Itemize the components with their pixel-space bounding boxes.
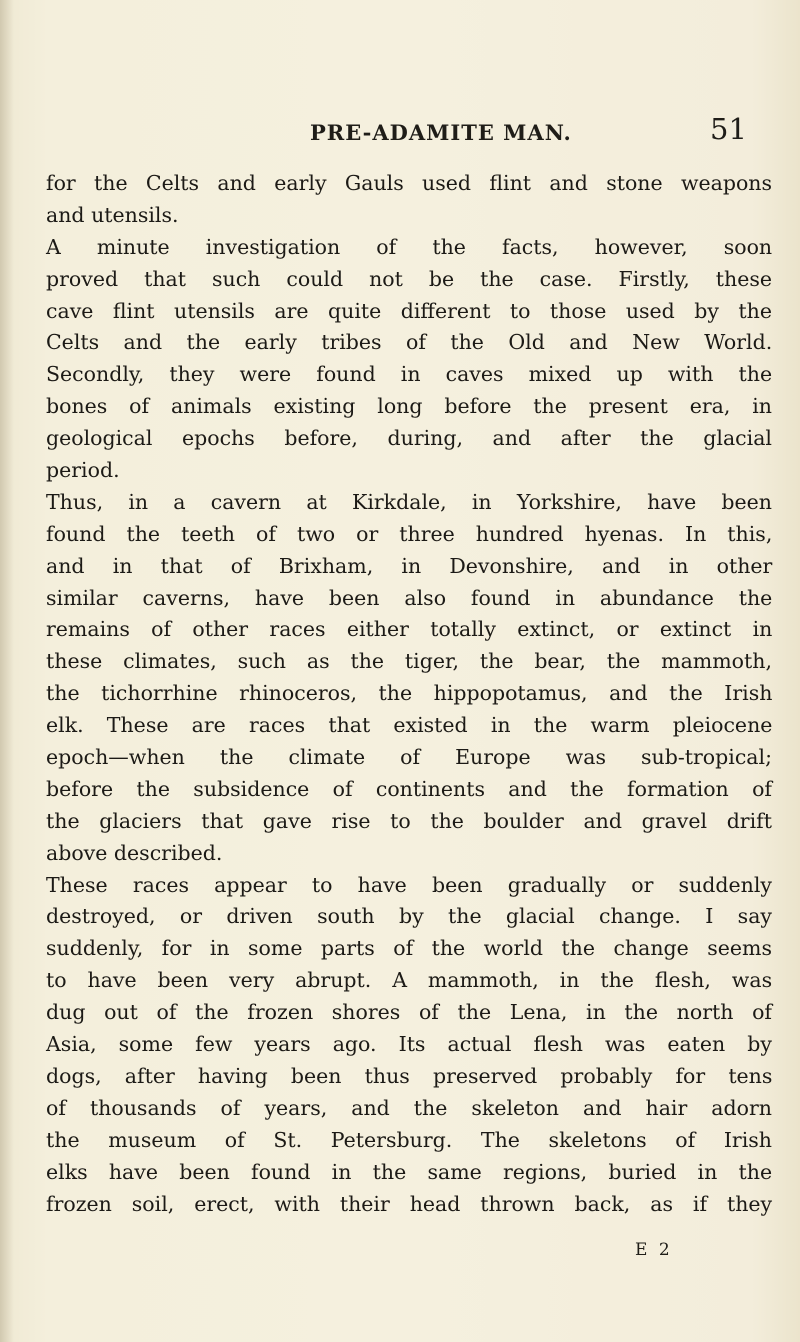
text-line: to have been very abrupt. A mammoth, in the flesh, was xyxy=(46,968,773,993)
text-line: elk. These are races that existed in the warm pleiocene xyxy=(46,713,773,738)
running-head xyxy=(0,112,800,152)
signature-mark: E 2 xyxy=(635,1240,673,1260)
gutter-shadow xyxy=(0,0,14,1342)
text-line: geological epochs before, during, and after the glacial xyxy=(46,426,772,451)
text-line: cave flint utensils are quite different to those used by the xyxy=(46,298,772,323)
text-line: A minute investigation of the facts, however, soon xyxy=(46,234,773,259)
text-line: Secondly, they were found in caves mixed up with the xyxy=(46,362,773,387)
text-line: of thousands of years, and the skeleton and hair adorn xyxy=(46,1095,772,1120)
text-line: Thus, in a cavern at Kirkdale, in Yorkshire, have been xyxy=(46,489,772,514)
text-line: elks have been found in the same regions, buried in the xyxy=(46,1159,773,1184)
text-line: and in that of Brixham, in Devonshire, and in other xyxy=(46,553,773,578)
text-line: the tichorrhine rhinoceros, the hippopotamus, and the Irish xyxy=(46,681,773,706)
text-line: these climates, such as the tiger, the bear, the mammoth, xyxy=(46,649,772,674)
text-line: similar caverns, have been also found in abundance the xyxy=(46,585,773,610)
text-line: before the subsidence of continents and the formation of xyxy=(46,776,772,801)
body-text xyxy=(46,168,772,1220)
text-line: epoch—when the climate of Europe was sub-tropical; xyxy=(46,745,772,770)
text-line: proved that such could not be the case. Firstly, these xyxy=(46,266,772,291)
text-line: for the Celts and early Gauls used flint and stone weapons xyxy=(46,171,773,195)
text-line: period. xyxy=(46,458,120,483)
text-line: found the teeth of two or three hundred hyenas. In this, xyxy=(46,521,773,546)
text-line: bones of animals existing long before the present era, in xyxy=(46,394,772,419)
text-line: frozen soil, erect, with their head thrown back, as if they xyxy=(46,1191,773,1216)
page-number: 51 xyxy=(710,112,747,146)
running-title: PRE-ADAMITE MAN. xyxy=(310,120,572,145)
text-line: destroyed, or driven south by the glacial change. I say xyxy=(46,904,772,929)
text-line: Asia, some few years ago. Its actual flesh was eaten by xyxy=(46,1032,772,1057)
text-line: suddenly, for in some parts of the world the change seems xyxy=(46,936,772,961)
text-line: above described. xyxy=(46,840,223,865)
text-line: the museum of St. Petersburg. The skeletons of Irish xyxy=(46,1127,773,1152)
text-line: dug out of the frozen shores of the Lena, in the north of xyxy=(46,1000,772,1025)
text-line: remains of other races either totally extinct, or extinct in xyxy=(46,617,773,642)
text-line: the glaciers that gave rise to the boulder and gravel drift xyxy=(46,808,772,833)
text-line: Celts and the early tribes of the Old and New World. xyxy=(46,330,773,355)
text-line: These races appear to have been gradually or suddenly xyxy=(46,872,772,897)
text-line: and utensils. xyxy=(46,202,179,227)
text-line: dogs, after having been thus preserved probably for tens xyxy=(46,1063,773,1088)
